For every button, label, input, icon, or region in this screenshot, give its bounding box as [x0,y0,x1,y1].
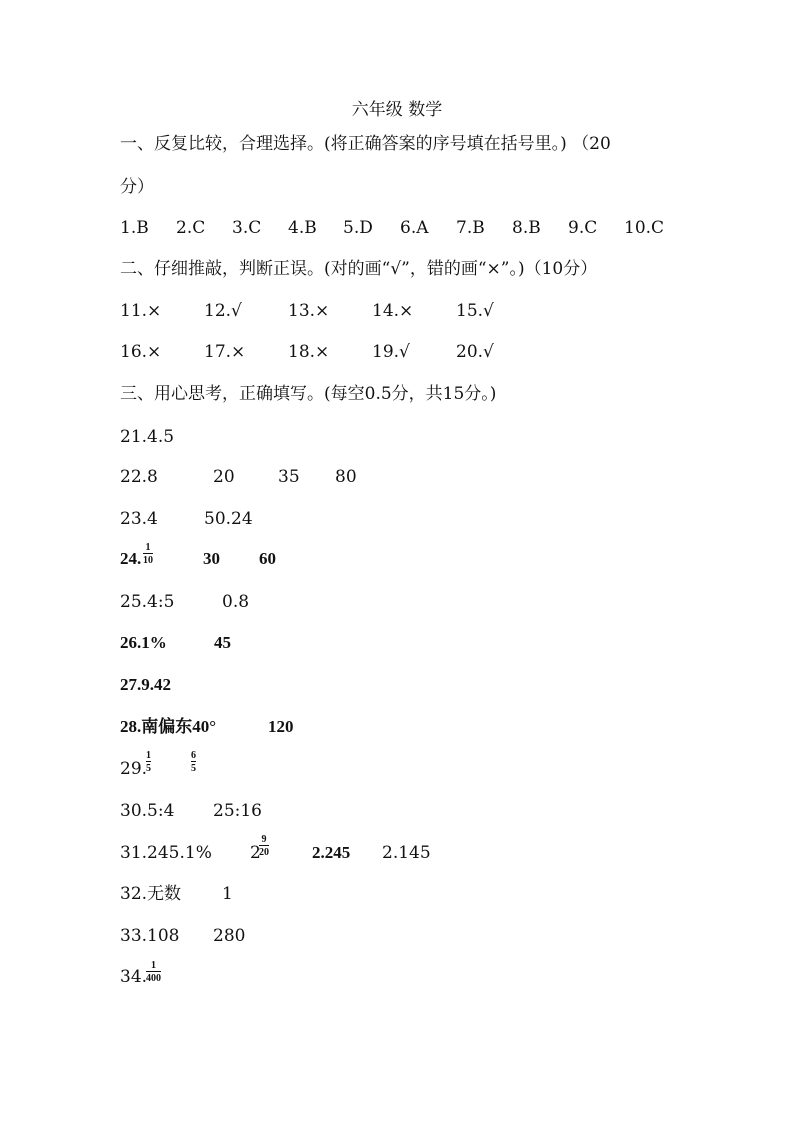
fraction-denominator: 10 [143,555,153,566]
answer-25b: 0.8 [222,592,250,612]
fraction-numerator: 1 [145,542,151,553]
answer-4: 4.B [288,218,317,238]
answer-21: 21.4.5 [120,427,175,447]
answer-18: 18.× [288,342,330,362]
answer-33a: 33.108 [120,926,180,946]
answer-26b: 45 [214,633,231,652]
fraction-numerator: 6 [191,750,196,761]
page-title: 六年级 数学 [351,100,443,120]
answer-22b: 20 [213,467,235,487]
answer-6: 6.A [400,218,429,238]
answer-7: 7.B [456,218,485,238]
answer-29-fraction-1 [146,750,151,774]
answer-31-whole: 2 [250,843,261,863]
answer-19: 19.√ [372,342,410,362]
fraction-denominator: 20 [259,847,269,858]
section-2-header: 二、仔细推敲，判断正误。(对的画“√”，错的画“×”。)（10分） [120,259,598,279]
answer-28a: 28.南偏东40° [120,717,217,736]
fraction-denominator: 5 [191,763,196,774]
answer-31a: 31.245.1% [120,843,212,863]
answer-5: 5.D [343,218,373,238]
answer-15: 15.√ [456,301,494,321]
section-1-header-cont: 分） [120,177,154,197]
answer-16: 16.× [120,342,162,362]
answer-31-fraction [259,834,269,858]
section-3-header: 三、用心思考，正确填写。(每空0.5分，共15分。) [120,384,497,404]
answer-24-fraction [143,542,153,566]
fraction-denominator: 5 [146,763,151,774]
answer-25a: 25.4:5 [120,592,175,612]
answer-10: 10.C [624,218,665,238]
answer-8: 8.B [512,218,541,238]
answer-30b: 25:16 [213,801,262,821]
answer-11: 11.× [120,301,162,321]
fraction-numerator: 1 [151,960,156,971]
fraction-numerator: 9 [261,834,267,845]
answer-28b: 120 [268,717,294,736]
answer-31c: 2.245 [312,843,351,862]
answer-29-prefix: 29. [120,759,148,779]
answer-14: 14.× [372,301,414,321]
answer-33b: 280 [213,926,246,946]
answer-2: 2.C [176,218,206,238]
answer-23a: 23.4 [120,509,158,529]
answer-1: 1.B [120,218,149,238]
answer-24-prefix: 24. [120,549,142,568]
answer-26a: 26.1% [120,633,167,652]
answer-22d: 80 [335,467,357,487]
answer-31d: 2.145 [382,843,431,863]
answer-17: 17.× [204,342,246,362]
answer-3: 3.C [232,218,262,238]
answer-34-fraction [146,960,161,984]
answer-9: 9.C [568,218,598,238]
fraction-numerator: 1 [146,750,151,761]
answer-27: 27.9.42 [120,675,171,694]
answer-32b: 1 [222,884,233,904]
answer-24b: 30 [203,549,220,568]
answer-24c: 60 [259,549,276,568]
fraction-denominator: 400 [146,973,161,984]
answer-29-fraction-2 [191,750,196,774]
answer-20: 20.√ [456,342,494,362]
answer-22c: 35 [278,467,300,487]
answer-23b: 50.24 [204,509,253,529]
answer-32a: 32.无数 [120,884,182,904]
section-1-header: 一、反复比较，合理选择。(将正确答案的序号填在括号里。) （20 [120,134,611,154]
answer-22a: 22.8 [120,467,158,487]
answer-30a: 30.5:4 [120,801,175,821]
answer-12: 12.√ [204,301,242,321]
answer-13: 13.× [288,301,330,321]
answer-34-prefix: 34. [120,967,148,987]
